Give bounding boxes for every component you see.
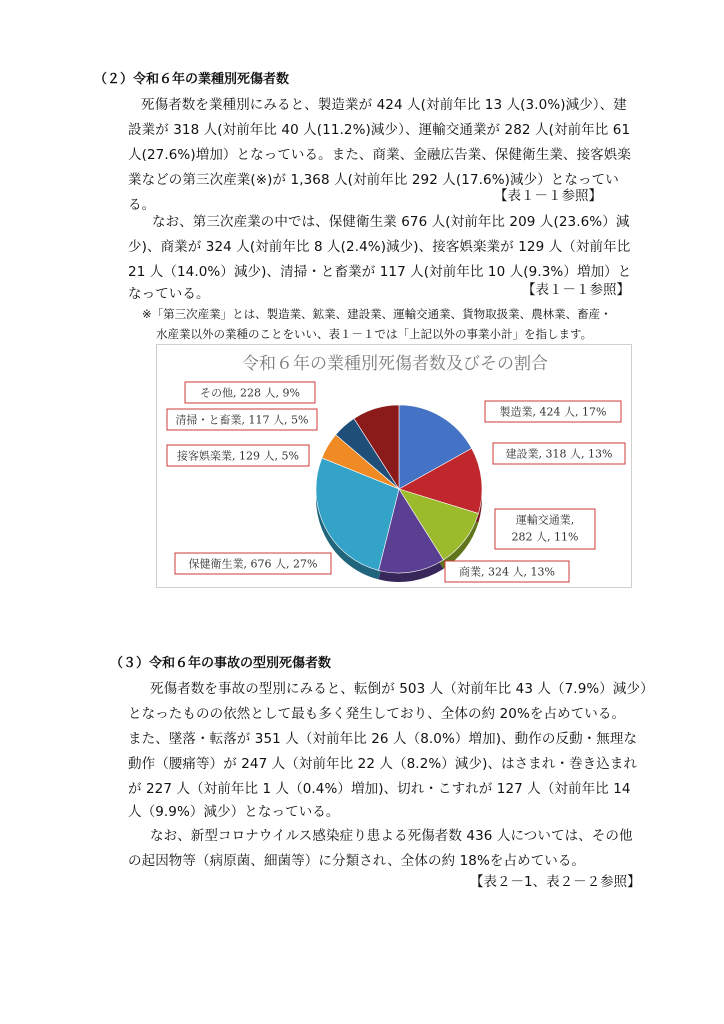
data-label: 接客娯楽業, 129 人, 5% (177, 449, 299, 463)
section3-para1-line: 人（9.9%）減少）となっている。 (128, 804, 340, 820)
data-label: 保健衛生業, 676 人, 27% (188, 557, 318, 571)
data-label: 建設業, 318 人, 13% (505, 447, 613, 461)
section2-heading: （２）令和６年の業種別死傷者数 (94, 72, 290, 87)
section2-para2-line: 少)、商業が 324 人(対前年比 8 人(2.4%)減少)、接客娯楽業が 129 人（対前年比 (128, 239, 631, 255)
data-label: 清掃・と畜業, 117 人, 5% (175, 413, 309, 427)
section2-para1-line: 業などの第三次産業(※)が 1,368 人(対前年比 292 人(17.6%)減少）となってい (128, 172, 619, 188)
data-label: 運輸交通業, (515, 513, 575, 527)
section2-para1-line: る。 (128, 197, 156, 213)
data-label: その他, 228 人, 9% (200, 386, 300, 400)
data-label: 製造業, 424 人, 17% (499, 405, 607, 419)
section2-para1-line: 死傷者数を業種別にみると、製造業が 424 人(対前年比 13 人(3.0%)減少）、建 (141, 97, 627, 113)
chart-title: 令和６年の業種別死傷者数及びその割合 (242, 354, 548, 374)
data-label: 282 人, 11% (511, 530, 579, 544)
section2-para1-line: 人(27.6%)増加）となっている。また、商業、金融広告業、保健衛生業、接客娯楽 (128, 147, 631, 163)
section3-para1-line: 動作（腰痛等）が 247 人（対前年比 22 人（8.2%）減少)、はさまれ・巻き込まれ (128, 756, 638, 772)
section2-para2-line: 21 人（14.0%）減少)、清掃・と畜業が 117 人(対前年比 10 人(9.3%）増加）と (128, 264, 632, 280)
section3-para2-line: の起因物等（病原菌、細菌等）に分類され、全体の約 18%を占めている。 (128, 853, 586, 869)
table-reference: 【表２－1、表２－２参照】 (470, 874, 641, 890)
data-label: 商業, 324 人, 13% (459, 565, 555, 579)
footnote-line: ※「第三次産業」とは、製造業、鉱業、建設業、運輸交通業、貨物取扱業、農林業、畜産・ (142, 307, 612, 321)
section3-para1-line: 死傷者数を事故の型別にみると、転倒が 503 人（対前年比 43 人（7.9%）減少） (150, 681, 654, 697)
table-reference: 【表１－１参照】 (522, 282, 630, 298)
footnote-line: 水産業以外の業種のことをいい、表１－１では「上記以外の事業小計」を指します。 (156, 327, 593, 341)
section2-para1-line: 設業が 318 人(対前年比 40 人(11.2%)減少）、運輸交通業が 282 人(対前年比 61 (128, 122, 631, 138)
section3-para1-line: となったものの依然として最も多く発生しており、全体の約 20%を占めている。 (128, 706, 626, 722)
section2-para2-line: なお、第三次産業の中では、保健衛生業 676 人(対前年比 209 人(23.6%）減 (152, 214, 630, 230)
section3-para2-line: なお、新型コロナウイルス感染症り患よる死傷者数 436 人については、その他 (150, 828, 633, 844)
section3-para1-line: また、墜落・転落が 351 人（対前年比 26 人（8.0%）増加)、動作の反動・無理な (128, 731, 638, 747)
section2-para2-line: なっている。 (128, 286, 210, 302)
section3-para1-line: が 227 人（対前年比 1 人（0.4%）増加)、切れ・こすれが 127 人（対前年比 14 (128, 781, 631, 797)
pie-chart (156, 344, 632, 588)
table-reference: 【表１－１参照】 (494, 188, 602, 204)
section3-heading: （３）令和６年の事故の型別死傷者数 (110, 656, 332, 671)
